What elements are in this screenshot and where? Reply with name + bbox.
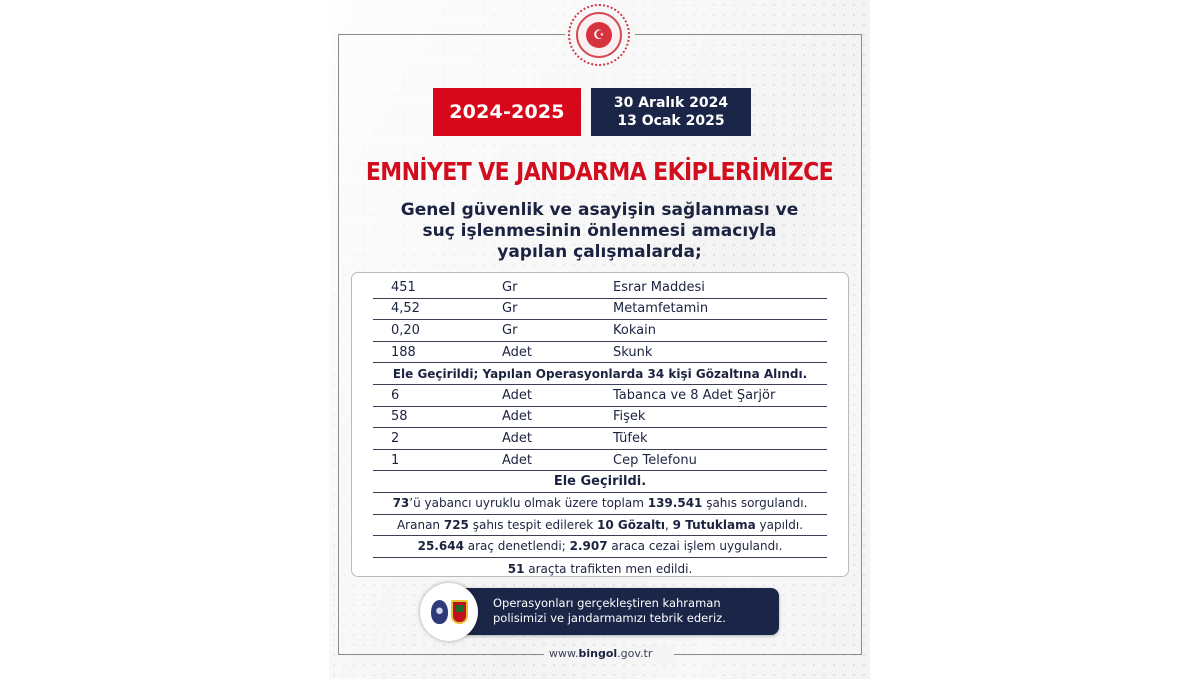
table-row xyxy=(373,342,827,364)
table-row xyxy=(373,320,827,342)
qty: 6 xyxy=(391,387,400,403)
item: Fişek xyxy=(613,409,646,425)
date-start: 30 Aralık 2024 xyxy=(613,95,729,111)
unit: Gr xyxy=(502,279,518,295)
qty: 451 xyxy=(391,279,416,295)
qty: 188 xyxy=(391,344,416,360)
qty: 4,52 xyxy=(391,301,420,317)
qty: 2 xyxy=(391,430,400,446)
congratulations-banner: Operasyonları gerçekleştiren kahraman polisimizi ve jandarmamızı tebrik ederiz. xyxy=(459,588,779,635)
table-row xyxy=(373,299,827,321)
date-range-badge xyxy=(591,88,751,136)
turkish-republic-seal-icon xyxy=(568,4,630,66)
infographic-poster xyxy=(329,0,870,679)
stat-row-traffic-ban: 51 araçta trafikten men edildi. xyxy=(507,561,693,576)
qty: 58 xyxy=(391,409,408,425)
statistics-panel xyxy=(351,272,849,577)
table-row xyxy=(373,450,827,472)
drugs-summary-row: Ele Geçirildi; Yapılan Operasyonlarda 34 kişi Gözaltına Alındı. xyxy=(373,363,827,385)
stat-row-interrogated: 73’ü yabancı uyruklu olmak üzere toplam 139.541 şahıs sorgulandı. xyxy=(373,493,827,515)
item: Esrar Maddesi xyxy=(613,279,705,295)
unit: Gr xyxy=(502,301,518,317)
weapons-summary-row: Ele Geçirildi. xyxy=(373,471,827,493)
unit: Adet xyxy=(502,387,533,403)
unit: Adet xyxy=(502,430,533,446)
website-url: www.bingol.gov.tr xyxy=(549,647,653,660)
item: Skunk xyxy=(613,344,653,360)
jandarma-emblem-icon xyxy=(451,600,468,624)
table-row xyxy=(373,277,827,299)
year-range-badge: 2024-2025 xyxy=(433,88,581,136)
item: Kokain xyxy=(613,322,656,338)
subheading: Genel güvenlik ve asayişin sağlanması ve suç işlenmesinin önlenmesi amacıyla yapılan çalışmalarda; xyxy=(400,200,799,262)
item: Cep Telefonu xyxy=(613,452,697,468)
item: Tabanca ve 8 Adet Şarjör xyxy=(613,387,776,403)
qty: 1 xyxy=(391,452,400,468)
agency-logos xyxy=(420,583,478,641)
qty: 0,20 xyxy=(391,322,420,338)
stat-row-vehicles: 25.644 araç denetlendi; 2.907 araca cezai işlem uygulandı. xyxy=(373,536,827,558)
unit: Adet xyxy=(502,344,533,360)
unit: Gr xyxy=(502,322,518,338)
stat-row-wanted: Aranan 725 şahıs tespit edilerek 10 Gözaltı, 9 Tutuklama yapıldı. xyxy=(373,515,827,537)
item: Metamfetamin xyxy=(613,301,709,317)
police-emblem-icon xyxy=(431,600,448,624)
unit: Adet xyxy=(502,409,533,425)
table-row xyxy=(373,428,827,450)
date-end: 13 Ocak 2025 xyxy=(617,113,725,129)
crescent-star-icon: ☪ xyxy=(586,22,612,48)
table-row xyxy=(373,407,827,429)
item: Tüfek xyxy=(613,430,648,446)
headline: EMNİYET VE JANDARMA EKİPLERİMİZCE xyxy=(365,158,834,187)
unit: Adet xyxy=(502,452,533,468)
table-row xyxy=(373,385,827,407)
